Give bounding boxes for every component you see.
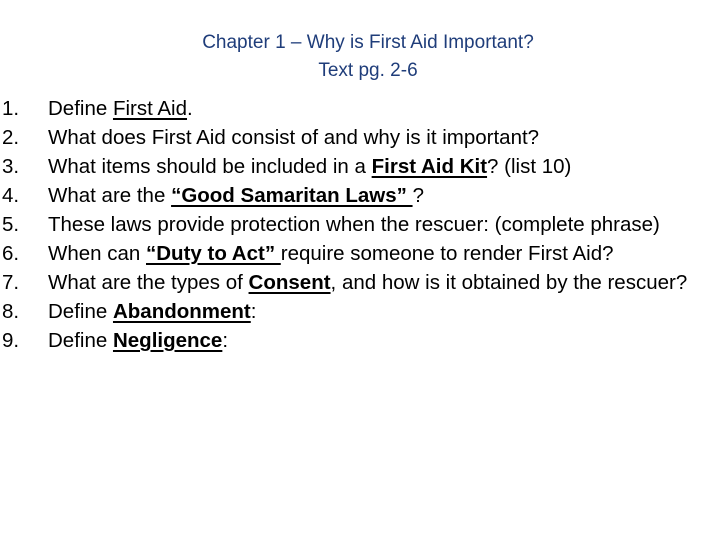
question-text-after: ? [412, 184, 424, 207]
question-text [48, 268, 702, 297]
question-text-before: Define [48, 300, 113, 323]
question-text [48, 94, 702, 123]
question-text-after: : [222, 329, 229, 352]
question-text: These laws provide protection when the rescuer: (complete phrase) [48, 213, 660, 236]
question-text-before: When can [48, 242, 146, 265]
question-text-before: Define [48, 97, 113, 120]
key-term: Negligence [112, 329, 223, 352]
question-text [48, 326, 702, 355]
question-text [48, 181, 702, 210]
question-text [48, 239, 702, 268]
question-text [48, 152, 702, 181]
question-text: What does First Aid consist of and why is it important? [48, 126, 540, 149]
question-number: 8. [2, 300, 20, 323]
question-item [2, 297, 702, 326]
question-text-after: . [187, 97, 193, 120]
key-term: Consent [248, 271, 331, 294]
question-text-after: ? (list 10) [487, 155, 572, 178]
question-item [2, 326, 702, 355]
question-number: 9. [2, 329, 20, 352]
question-item [2, 152, 702, 181]
question-number: 5. [2, 213, 20, 236]
chapter-heading [0, 29, 720, 85]
question-number: 1. [2, 97, 20, 120]
question-text-after: , and how is it obtained by the rescuer? [330, 271, 688, 294]
question-item [2, 123, 702, 152]
key-term: “Good Samaritan Laws” [171, 184, 413, 207]
question-number: 7. [2, 271, 20, 294]
question-text [48, 297, 702, 326]
question-text-after: require someone to render First Aid? [280, 242, 614, 265]
key-term: Abandonment [112, 300, 251, 323]
key-term: First Aid [112, 97, 188, 120]
question-item [2, 268, 702, 297]
key-term: “Duty to Act” [146, 242, 281, 265]
question-number: 2. [2, 126, 20, 149]
question-item [2, 94, 702, 123]
text-page-reference: Text pg. 2-6 [318, 60, 418, 81]
key-term: First Aid Kit [371, 155, 488, 178]
question-text-before: Define [48, 329, 113, 352]
question-item [2, 181, 702, 210]
question-number: 6. [2, 242, 20, 265]
question-item [2, 239, 702, 268]
question-text-before: What items should be included in a [48, 155, 372, 178]
question-number: 4. [2, 184, 20, 207]
question-text-before: What are the [48, 184, 172, 207]
question-number: 3. [2, 155, 20, 178]
chapter-title: Chapter 1 – Why is First Aid Important? [202, 32, 534, 53]
question-list [2, 94, 702, 355]
question-text-before: What are the types of [48, 271, 249, 294]
question-text-after: : [250, 300, 257, 323]
question-item [2, 210, 702, 239]
